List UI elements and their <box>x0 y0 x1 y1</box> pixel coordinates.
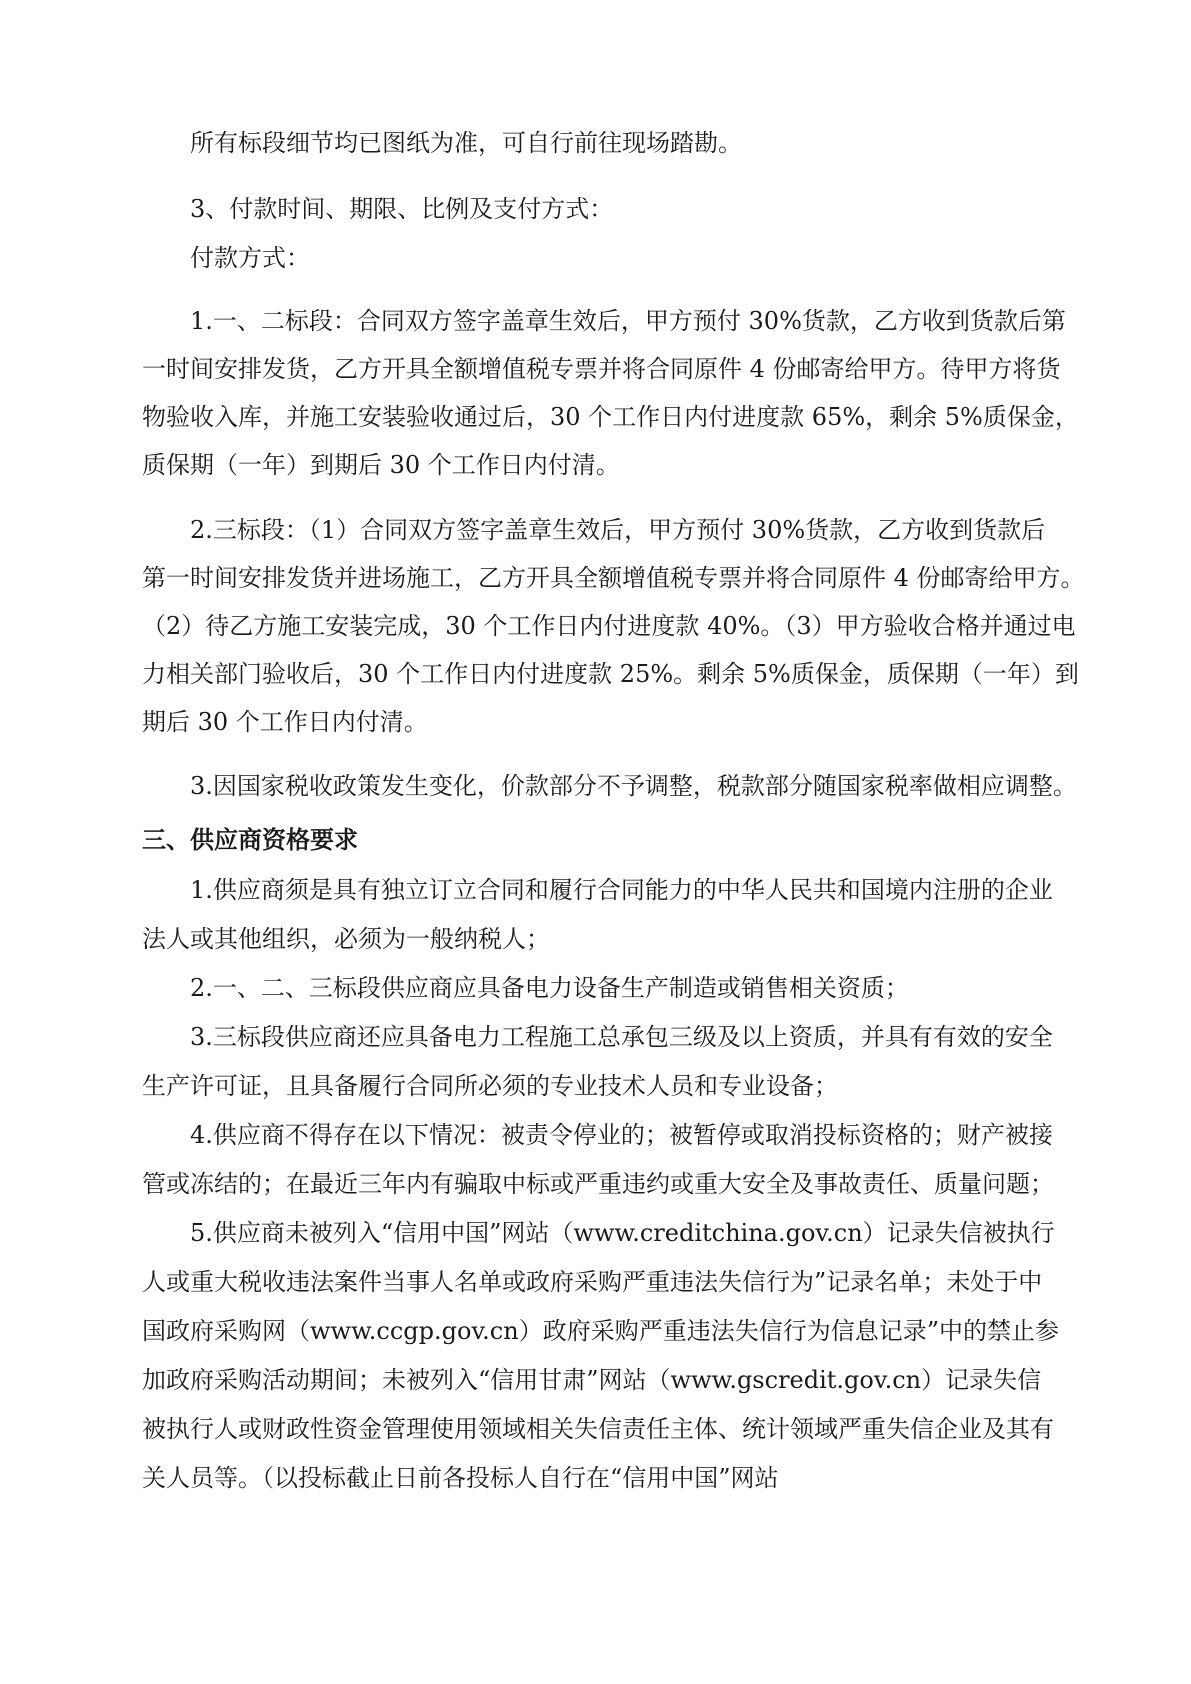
para-line: 5.供应商未被列入“信用中国”网站（www.creditchina.gov.cn）记录失信被执行 <box>190 1219 1055 1247</box>
para-line: 力相关部门验收后，30 个工作日内付进度款 25%。剩余 5%质保金，质保期（一年）到 <box>142 660 1079 688</box>
para-line: 3、付款时间、期限、比例及支付方式： <box>190 195 614 223</box>
para-line: （2）待乙方施工安装完成，30 个工作日内付进度款 40%。（3）甲方验收合格并通过电 <box>142 612 1076 640</box>
para-line: 人或重大税收违法案件当事人名单或政府采购严重违法失信行为”记录名单；未处于中 <box>142 1268 1043 1296</box>
para-line: 第一时间安排发货并进场施工，乙方开具全额增值税专票并将合同原件 4 份邮寄给甲方。 <box>142 564 1085 592</box>
para-line: 3.三标段供应商还应具备电力工程施工总承包三级及以上资质，并具有有效的安全 <box>190 1023 1053 1051</box>
para-line: 1.供应商须是具有独立订立合同和履行合同能力的中华人民共和国境内注册的企业 <box>190 876 1053 904</box>
para-line: 所有标段细节均已图纸为准，可自行前往现场踏勘。 <box>190 129 742 157</box>
para-line: 生产许可证，且具备履行合同所必须的专业技术人员和专业设备； <box>142 1072 838 1100</box>
para-line: 物验收入库，并施工安装验收通过后，30 个工作日内付进度款 65%，剩余 5%质保金， <box>142 403 1079 431</box>
para-line: 法人或其他组织，必须为一般纳税人； <box>142 925 550 953</box>
para-line: 3.因国家税收政策发生变化，价款部分不予调整，税款部分随国家税率做相应调整。 <box>190 772 1077 800</box>
section-heading: 三、供应商资格要求 <box>142 826 358 854</box>
para-line: 质保期（一年）到期后 30 个工作日内付清。 <box>142 451 620 479</box>
para-line: 被执行人或财政性资金管理使用领域相关失信责任主体、统计领域严重失信企业及其有 <box>142 1415 1054 1443</box>
para-line: 期后 30 个工作日内付清。 <box>142 708 428 736</box>
para-line: 关人员等。（以投标截止日前各投标人自行在“信用中国”网站 <box>142 1464 779 1492</box>
para-line: 国政府采购网（www.ccgp.gov.cn）政府采购严重违法失信行为信息记录”中的禁止参 <box>142 1317 1059 1345</box>
para-line: 2.一、二、三标段供应商应具备电力设备生产制造或销售相关资质； <box>190 974 909 1002</box>
para-line: 付款方式： <box>190 244 310 272</box>
para-line: 1.一、二标段：合同双方签字盖章生效后，甲方预付 30%货款，乙方收到货款后第 <box>190 307 1066 335</box>
para-line: 2.三标段：（1）合同双方签字盖章生效后，甲方预付 30%货款，乙方收到货款后 <box>190 516 1046 544</box>
para-line: 加政府采购活动期间；未被列入“信用甘肃”网站（www.gscredit.gov.cn）记录失信 <box>142 1366 1042 1394</box>
para-line: 管或冻结的；在最近三年内有骗取中标或严重违约或重大安全及事故责任、质量问题； <box>142 1170 1054 1198</box>
para-line: 4.供应商不得存在以下情况：被责令停业的；被暂停或取消投标资格的；财产被接 <box>190 1121 1053 1149</box>
para-line: 一时间安排发货，乙方开具全额增值税专票并将合同原件 4 份邮寄给甲方。待甲方将货 <box>142 355 1061 383</box>
